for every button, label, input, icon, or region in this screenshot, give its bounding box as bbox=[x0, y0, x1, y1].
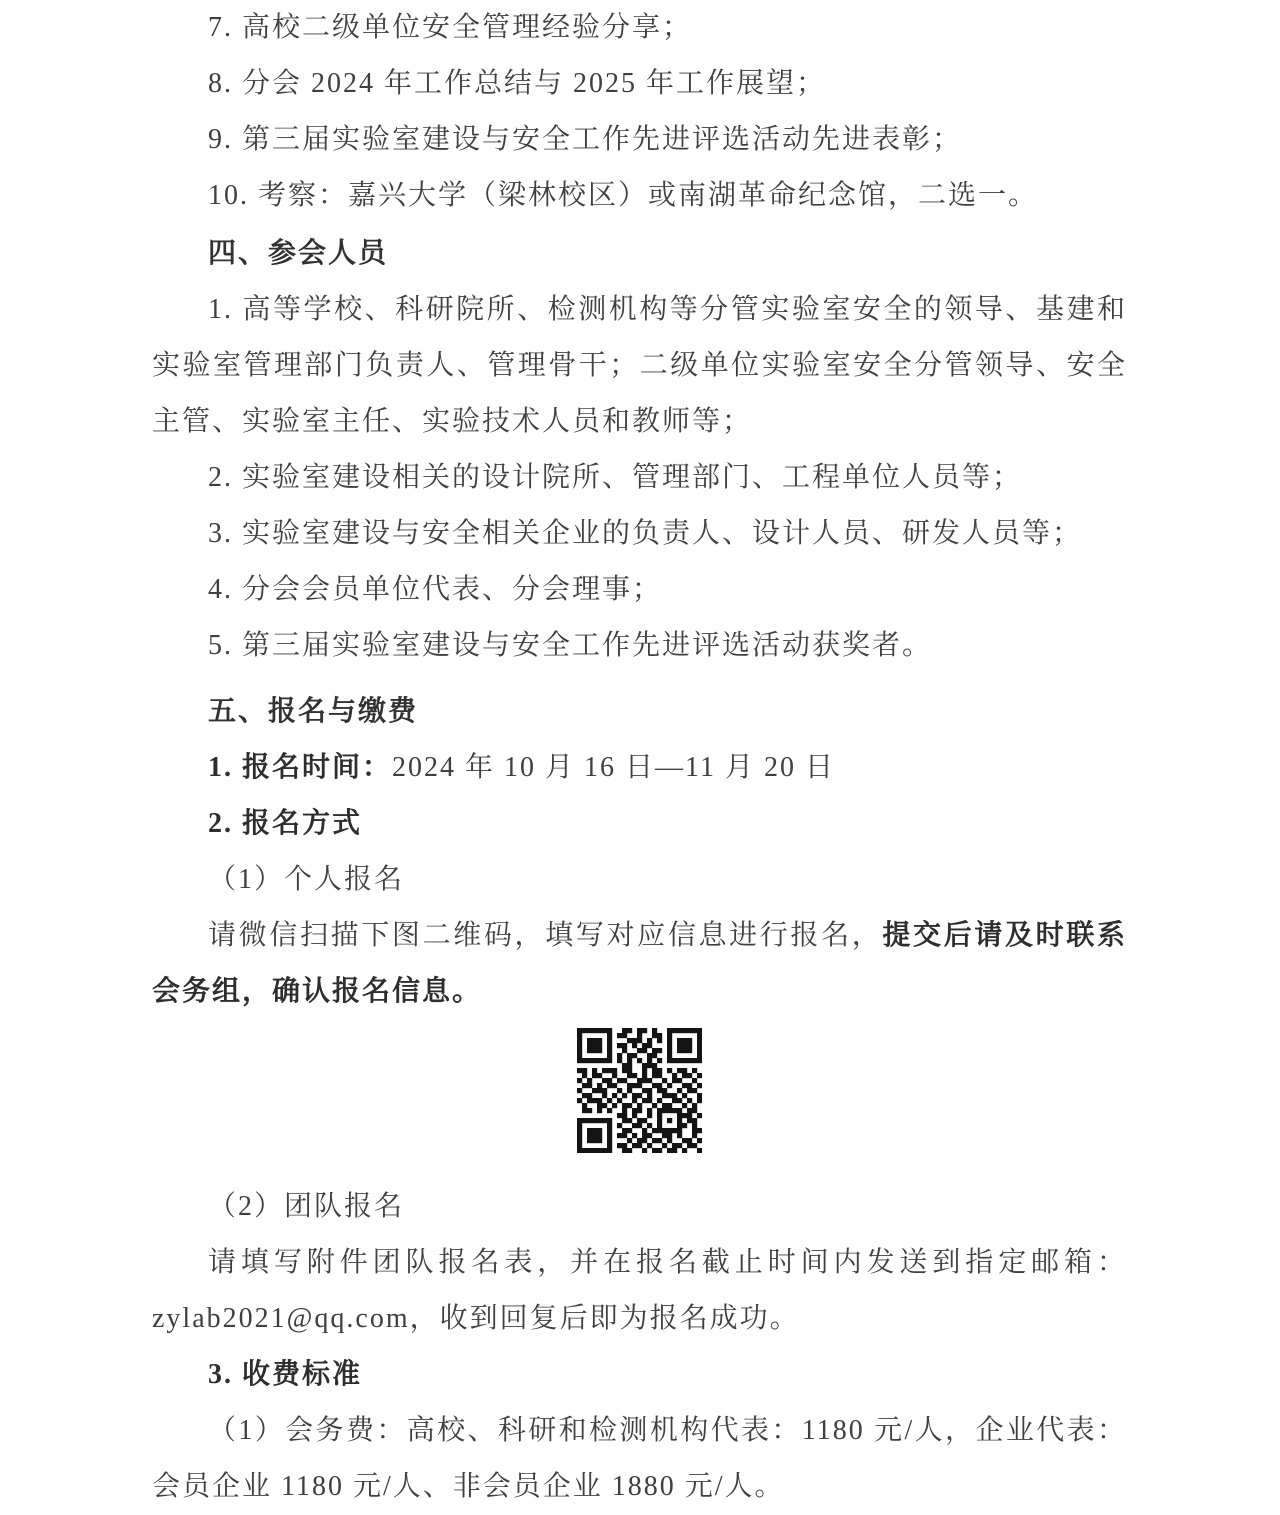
qr-image bbox=[577, 1028, 702, 1153]
participant-item-2: 2. 实验室建设相关的设计院所、管理部门、工程单位人员等； bbox=[208, 462, 1023, 493]
fee-note: （1）会务费：高校、科研和检测机构代表：1180 元/人，企业代表：会员企业 1180 元/人、非会员企业 1880 元/人。 bbox=[152, 1415, 1127, 1502]
participant-item-1: 1. 高等学校、科研院所、检测机构等分管实验室安全的领导、基建和实验室管理部门负责人、管理骨干；二级单位实验室安全分管领导、安全主管、实验室主任、实验技术人员和教师等； bbox=[152, 294, 1127, 437]
registration-time-value: 2024 年 10 月 16 日—11 月 20 日 bbox=[392, 752, 835, 783]
participant-item-3: 3. 实验室建设与安全相关企业的负责人、设计人员、研发人员等； bbox=[208, 518, 1083, 549]
individual-note-bold: 提交后请及时联系会务组，确认报名信息。 bbox=[152, 920, 1127, 1007]
participant-item-4: 4. 分会会员单位代表、分会理事； bbox=[208, 574, 663, 605]
registration-time-label: 1. 报名时间： bbox=[208, 752, 393, 783]
individual-registration-note bbox=[152, 908, 1127, 1020]
participant-item-5: 5. 第三届实验室建设与安全工作先进评选活动获奖者。 bbox=[208, 630, 933, 661]
section-heading-participants: 四、参会人员 bbox=[208, 238, 389, 269]
individual-note-regular: 请微信扫描下图二维码，填写对应信息进行报名， bbox=[208, 920, 883, 951]
team-registration-note: 请填写附件团队报名表，并在报名截止时间内发送到指定邮箱：zylab2021@qq.com，收到回复后即为报名成功。 bbox=[152, 1247, 1127, 1334]
registration-time bbox=[152, 740, 1127, 796]
agenda-item-8: 8. 分会 2024 年工作总结与 2025 年工作展望； bbox=[208, 68, 827, 99]
team-registration-heading: （2）团队报名 bbox=[208, 1191, 405, 1222]
section-heading-registration: 五、报名与缴费 bbox=[208, 696, 419, 727]
fee-heading: 3. 收费标准 bbox=[208, 1359, 363, 1390]
individual-registration-heading: （1）个人报名 bbox=[208, 864, 405, 895]
agenda-item-7: 7. 高校二级单位安全管理经验分享； bbox=[208, 12, 693, 43]
agenda-item-10: 10. 考察：嘉兴大学（梁林校区）或南湖革命纪念馆，二选一。 bbox=[208, 180, 1039, 211]
agenda-item-9: 9. 第三届实验室建设与安全工作先进评选活动先进表彰； bbox=[208, 124, 963, 155]
registration-qr-code bbox=[152, 1028, 1127, 1153]
registration-method-heading: 2. 报名方式 bbox=[208, 808, 363, 839]
